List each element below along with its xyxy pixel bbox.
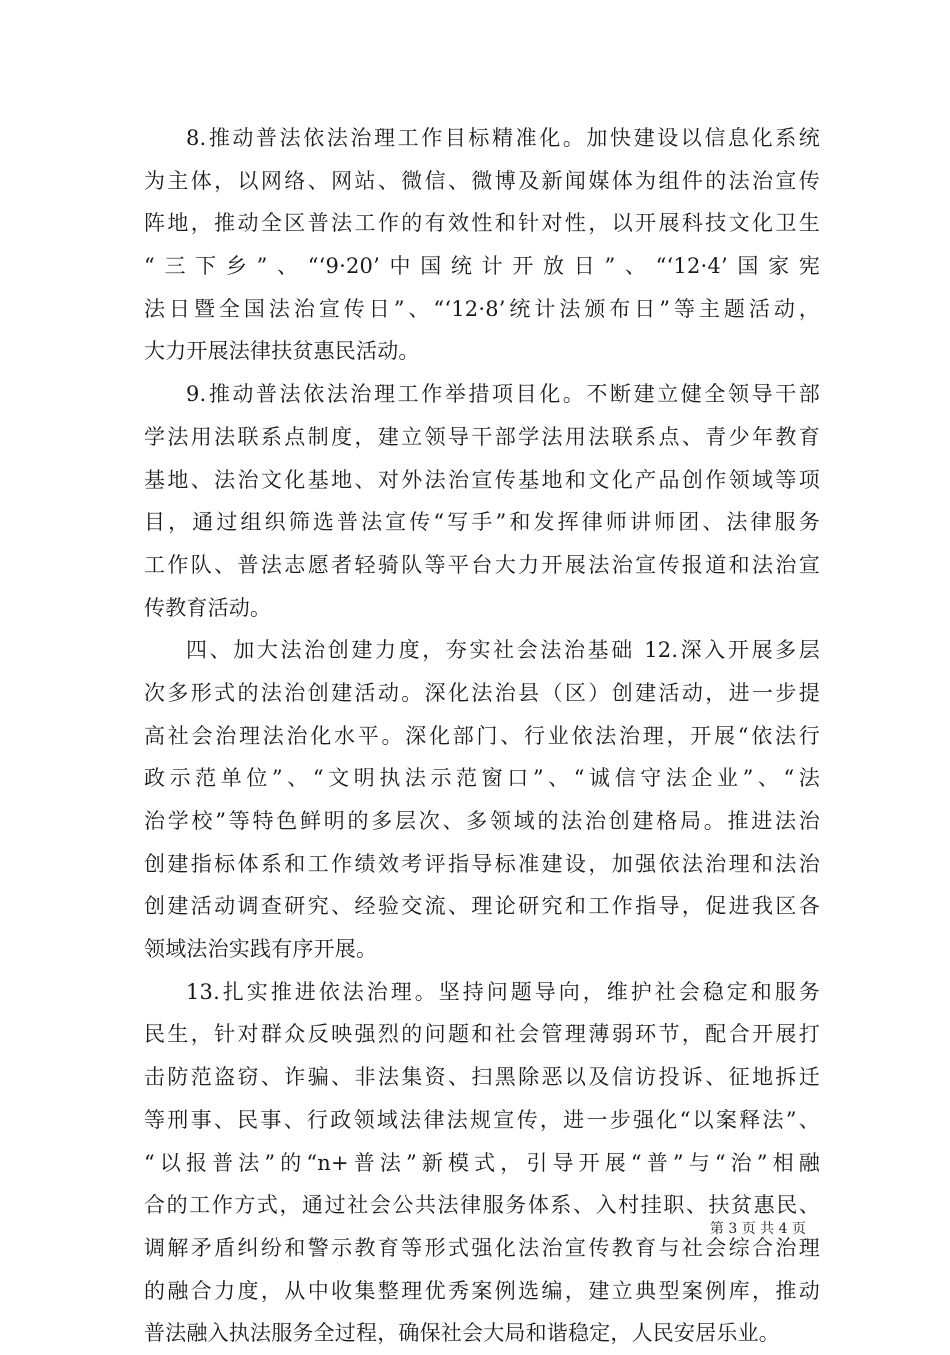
document-body — [144, 117, 820, 1355]
text-line: 大力开展法律扶贫惠民活动。 — [144, 339, 420, 364]
text-line: 学法用法联系点制度，建立领导干部学法用法联系点、青少年教育 — [144, 424, 820, 449]
text-line: 的融合力度，从中收集整理优秀案例选编，建立典型案例库，推动 — [144, 1278, 820, 1303]
page-footer: 第 3 页 共 4 页 — [709, 1221, 806, 1237]
text-line: 阵地，推动全区普法工作的有效性和针对性，以开展科技文化卫生 — [144, 211, 820, 236]
text-line: 13.扎实推进依法治理。坚持问题导向，维护社会稳定和服务 — [186, 979, 820, 1004]
text-line: 治学校”等特色鲜明的多层次、多领域的法治创建格局。推进法治 — [144, 809, 820, 833]
text-line: 传教育活动。 — [144, 595, 272, 620]
text-line: 等刑事、民事、行政领域法律法规宣传，进一步强化“以案释法”、 — [144, 1107, 820, 1132]
text-line: 工作队、普法志愿者轻骑队等平台大力开展法治宣传报道和法治宣 — [144, 552, 820, 577]
text-line: 合的工作方式，通过社会公共法律服务体系、入村挂职、扶贫惠民、 — [144, 1193, 820, 1218]
text-line: 普法融入执法服务全过程，确保社会大局和谐稳定，人民安居乐业。 — [144, 1321, 780, 1346]
text-line: 领域法治实践有序开展。 — [144, 937, 378, 962]
text-line: 法日暨全国法治宣传日”、“‘12·8’统计法颁布日”等主题活动， — [144, 296, 820, 321]
text-line: 目，通过组织筛选普法宣传“写手”和发挥律师讲师团、法律服务 — [144, 510, 820, 535]
text-line: 民生，针对群众反映强烈的问题和社会管理薄弱环节，配合开展打 — [144, 1022, 820, 1047]
text-line: 高社会治理法治化水平。深化部门、行业依法治理，开展“依法行 — [144, 723, 820, 748]
text-line: 四、加大法治创建力度，夯实社会法治基础 12.深入开展多层 — [186, 638, 820, 663]
text-line: 创建活动调查研究、经验交流、理论研究和工作指导，促进我区各 — [144, 894, 820, 919]
text-line: 为主体，以网络、网站、微信、微博及新闻媒体为组件的法治宣传 — [144, 168, 820, 193]
text-line: 基地、法治文化基地、对外法治宣传基地和文化产品创作领域等项 — [144, 467, 820, 492]
text-line: 调解矛盾纠纷和警示教育等形式强化法治宣传教育与社会综合治理 — [144, 1235, 820, 1260]
text-line: 8.推动普法依法治理工作目标精准化。加快建设以信息化系统 — [186, 126, 820, 150]
text-line: “以报普法”的“n+普法”新模式，引导开展“普”与“治”相融 — [144, 1150, 820, 1175]
text-line: 次多形式的法治创建活动。深化法治县（区）创建活动，进一步提 — [144, 680, 820, 705]
text-line: 创建指标体系和工作绩效考评指导标准建设，加强依法治理和法治 — [144, 851, 820, 876]
text-line: 击防范盗窃、诈骗、非法集资、扫黑除恶以及信访投诉、征地拆迁 — [144, 1065, 820, 1090]
text-line: 9.推动普法依法治理工作举措项目化。不断建立健全领导干部 — [186, 382, 820, 407]
text-line: 政示范单位”、“文明执法示范窗口”、“诚信守法企业”、“法 — [144, 766, 820, 791]
text-line: “三下乡”、“‘9·20’中国统计开放日”、“‘12·4’国家宪 — [144, 254, 820, 279]
